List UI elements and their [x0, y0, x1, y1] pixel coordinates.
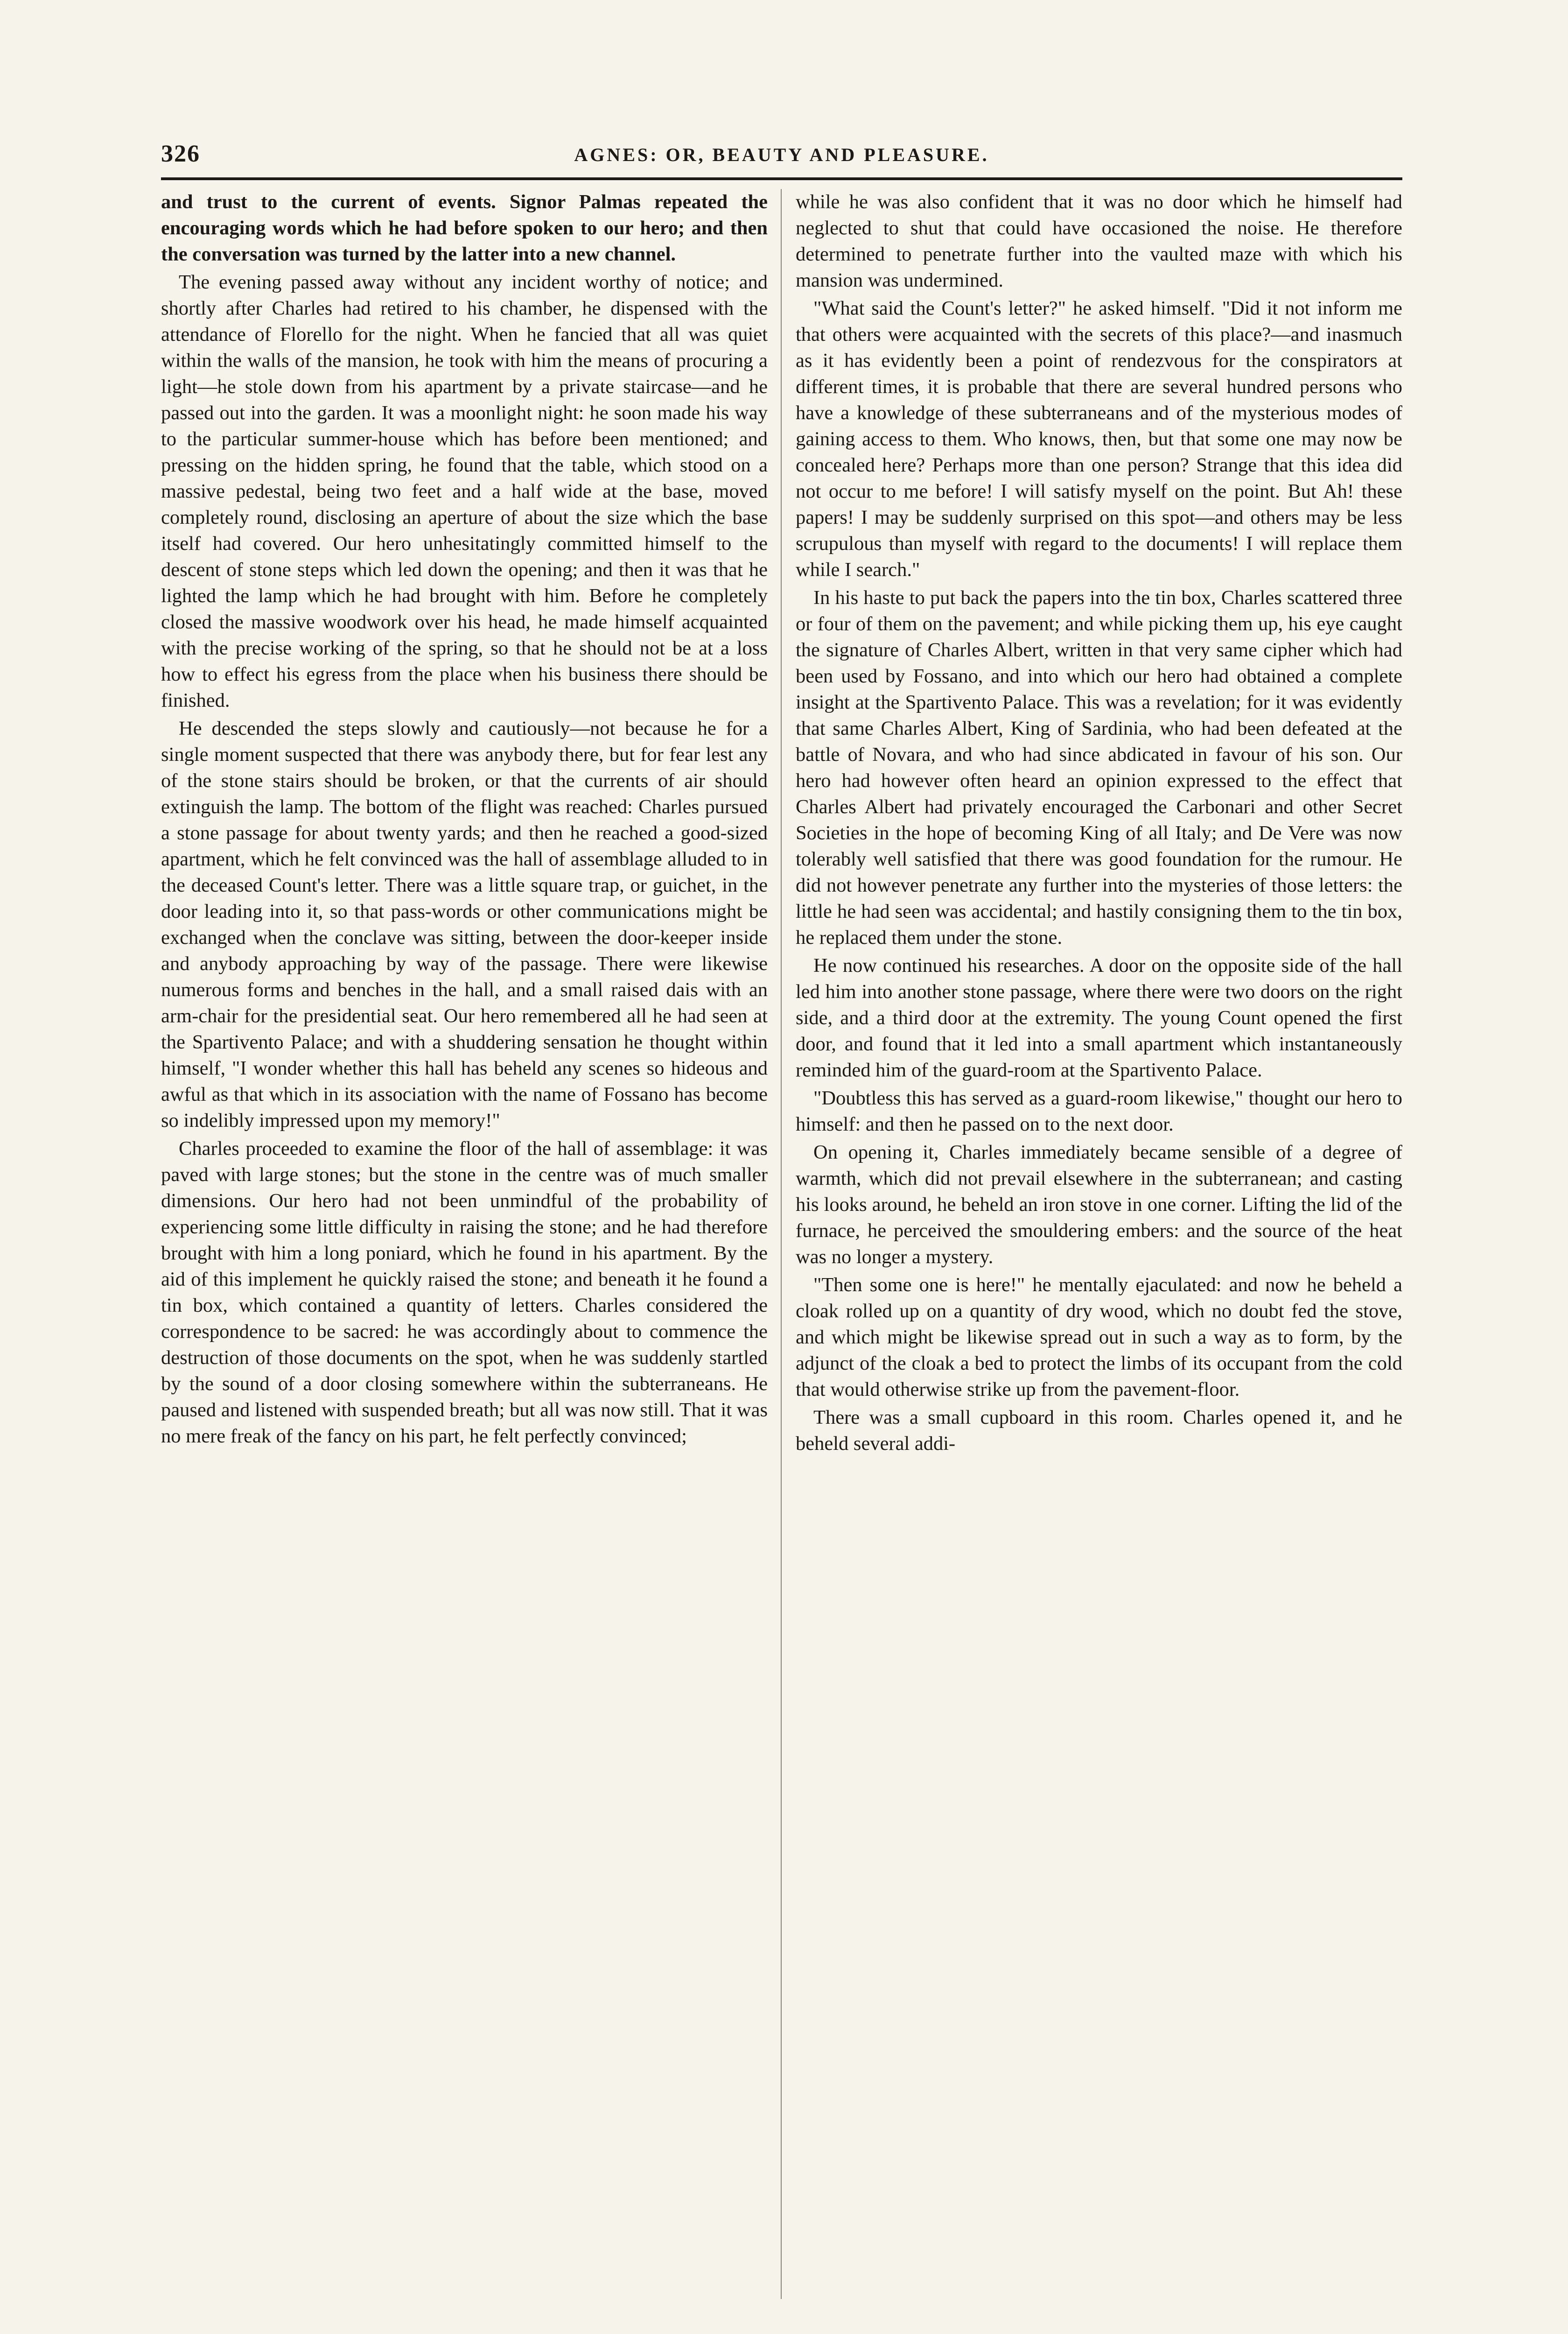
paragraph: "Doubtless this has served as a guard-room likewise," thought our hero to himself: and then he passed on to the next door.	[796, 1087, 1402, 1135]
paragraph: The evening passed away without any incident worthy of notice; and shortly after Charles had retired to his chamber, he dispensed with the attendance of Florello for the night. When he fancied that all was quiet within the walls of the mansion, he took with him the means of procuring a light—he stole down from his apartment by a private staircase—and he passed out into the garden. It was a moonlight night: he soon made his way to the particular summer-house which has before been mentioned; and pressing on the hidden spring, he found that the table, which stood on a massive pedestal, being two feet and a half wide at the base, moved completely round, disclosing an aperture of about the size which the base itself had covered. Our hero unhesitatingly committed himself to the descent of stone steps which led down the opening; and then it was that he lighted the lamp which he had brought with him. Before he completely closed the massive woodwork over his head, he made himself acquainted with the precise working of the spring, so that he should not be at a loss how to effect his egress from the place when his business there should be finished.	[161, 271, 768, 711]
paragraph: In his haste to put back the papers into the tin box, Charles scattered three or four of them on the pavement; and while picking them up, his eye caught the signature of Charles Albert, written in that very same cipher which had been used by Fossano, and into which our hero had obtained a complete insight at the Spartivento Palace. This was a revelation; for it was evidently that same Charles Albert, King of Sardinia, who had been defeated at the battle of Novara, and who had since abdicated in favour of his son. Our hero had however often heard an opinion expressed to the effect that Charles Albert had privately encouraged the Carbonari and other Secret Societies in the hope of becoming King of all Italy; and De Vere was now tolerably well satisfied that there was good foundation for the rumour. He did not however penetrate any further into the mysteries of those letters: the little he had seen was accidental; and hastily consigning them to the tin box, he replaced them under the stone.	[796, 587, 1402, 949]
paragraph: On opening it, Charles immediately became sensible of a degree of warmth, which did not prevail elsewhere in the subterranean; and casting his looks around, he beheld an iron stove in one corner. Lifting the lid of the furnace, he perceived the smouldering embers: and the source of the heat was no longer a mystery.	[796, 1141, 1402, 1268]
column-divider	[781, 189, 782, 2299]
right-column	[796, 189, 1402, 2327]
paragraph: "What said the Count's letter?" he asked himself. "Did it not inform me that others were acquainted with the secrets of this place?—and inasmuch as it has evidently been a point of rendezvous for the conspirators at different times, it is probable that there are several hundred persons who have a knowledge of these subterraneans and of the mysterious modes of gaining access to them. Who knows, then, but that some one may now be concealed here? Perhaps more than one person? Strange that this idea did not occur to me before! I will satisfy myself on the point. But Ah! these papers! I may be suddenly surprised on this spot—and others may be less scrupulous than myself with regard to the documents! I will replace them while I search."	[796, 297, 1402, 581]
paragraph: There was a small cupboard in this room. Charles opened it, and he beheld several addi-	[796, 1406, 1402, 1455]
page-number: 326	[161, 141, 200, 167]
paragraph: and trust to the current of events. Signor Palmas repeated the encouraging words which he had before spoken to our hero; and then the conversation was turned by the latter into a new channel.	[161, 191, 768, 265]
paragraph: He now continued his researches. A door on the opposite side of the hall led him into another stone passage, where there were two doors on the right side, and a third door at the extremity. The young Count opened the first door, and found that it led into a small apartment which instantaneously reminded him of the guard-room at the Spartivento Palace.	[796, 955, 1402, 1081]
paragraph: while he was also confident that it was no door which he himself had neglected to shut that could have occasioned the noise. He therefore determined to penetrate further into the vaulted maze with which his mansion was undermined.	[796, 191, 1402, 291]
paragraph: He descended the steps slowly and cautiously—not because he for a single moment suspected that there was anybody there, but for fear lest any of the stone stairs should be broken, or that the currents of air should extinguish the lamp. The bottom of the flight was reached: Charles pursued a stone passage for about twenty yards; and then he reached a good-sized apartment, which he felt convinced was the hall of assemblage alluded to in the deceased Count's letter. There was a little square trap, or guichet, in the door leading into it, so that pass-words or other communications might be exchanged when the conclave was sitting, between the door-keeper inside and anybody approaching by way of the passage. There were likewise numerous forms and benches in the hall, and a small raised dais with an arm-chair for the presidential seat. Our hero remembered all he had seen at the Spartivento Palace; and with a shuddering sensation he thought within himself, "I wonder whether this hall has beheld any scenes so hideous and awful as that which in its association with the name of Fossano has become so indelibly impressed upon my memory!"	[161, 717, 768, 1132]
header-rule	[161, 177, 1402, 180]
left-column	[161, 189, 768, 2327]
page-header	[161, 140, 1402, 168]
paragraph: "Then some one is here!" he mentally ejaculated: and now he beheld a cloak rolled up on a quantity of dry wood, which no doubt fed the stove, and which might be likewise spread out in such a way as to form, by the adjunct of the cloak a bed to protect the limbs of its occupant from the cold that would otherwise strike up from the pavement-floor.	[796, 1274, 1402, 1400]
paragraph: Charles proceeded to examine the floor of the hall of assemblage: it was paved with large stones; but the stone in the centre was of much smaller dimensions. Our hero had not been unmindful of the probability of experiencing some little difficulty in raising the stone; and he had therefore brought with him a long poniard, which he found in his apartment. By the aid of this implement he quickly raised the stone; and beneath it he found a tin box, which contained a quantity of letters. Charles considered the correspondence to be sacred: he was accordingly about to commence the destruction of those documents on the spot, when he was suddenly startled by the sound of a door closing somewhere within the subterraneans. He paused and listened with suspended breath; but all was now still. That it was no mere freak of the fancy on his part, he felt perfectly convinced;	[161, 1138, 768, 1447]
running-title: AGNES: OR, BEAUTY AND PLEASURE.	[574, 144, 989, 165]
